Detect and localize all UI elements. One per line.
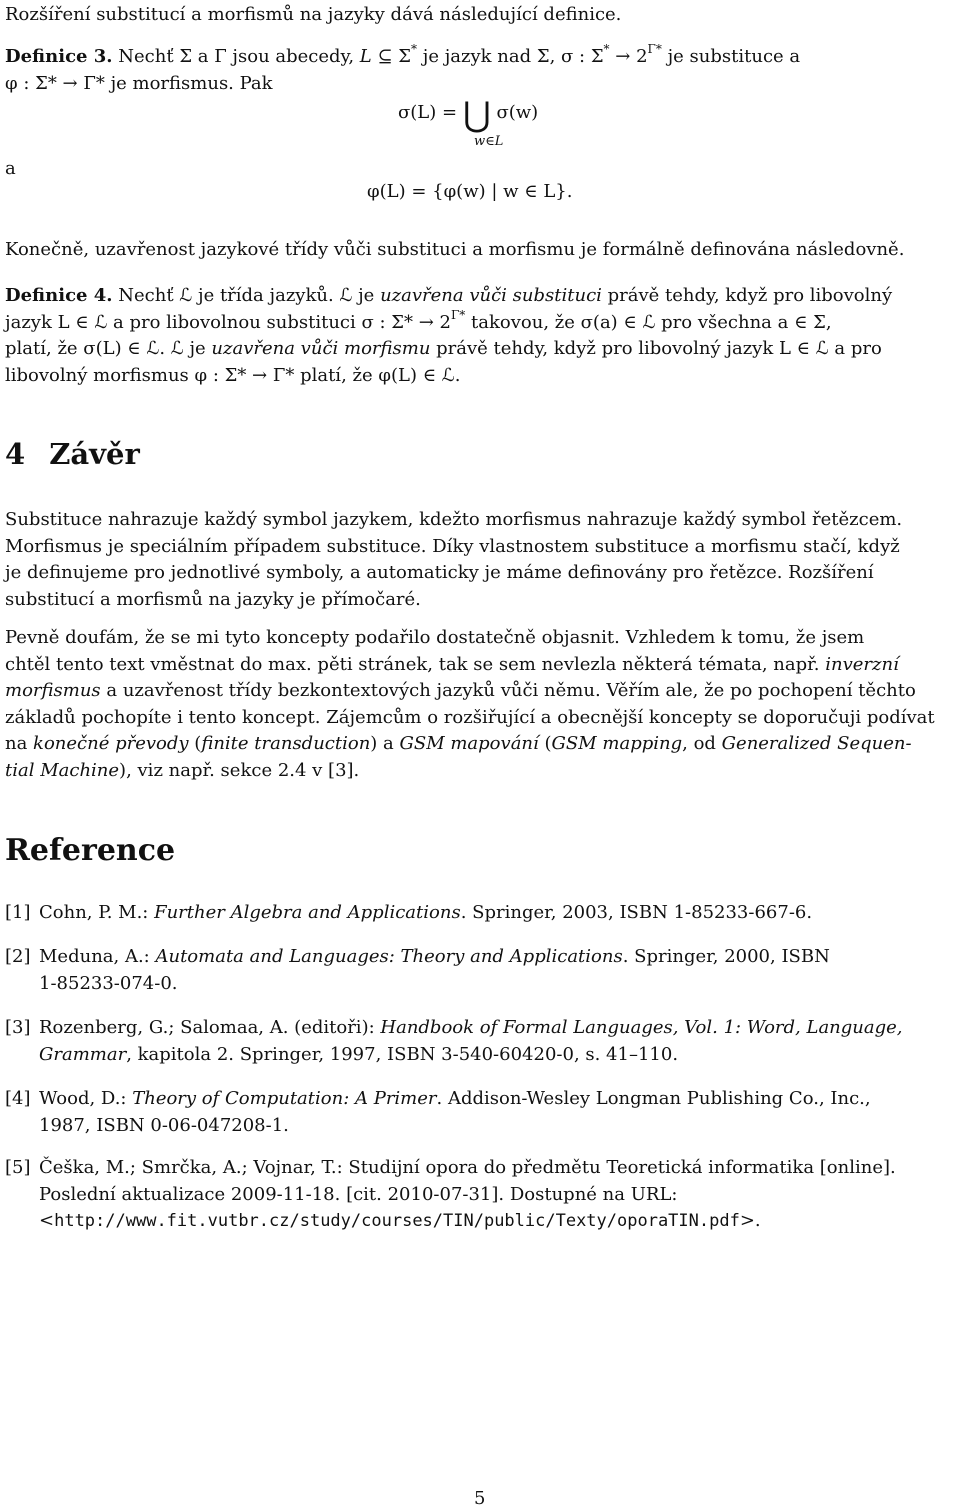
reference-item-3: [3] Rozenberg, G.; Salomaa, A. (editoři): Handbook of Formal Languages, Vol. 1: Word, Language, Grammar, kapitola 2. Springer, 1997, ISBN 3-540-60420-0, s. 41–110.: [5, 1017, 903, 1065]
page-number: 5: [474, 1488, 486, 1509]
definition-4: Definice 4. Nechť ℒ je třída jazyků. ℒ je uzavřena vůči substituci právě tehdy, když pro libovolný jazyk L ∈ ℒ a pro libovolnou substituci σ : $\Sigma* \to 2^{\Gamma*}$ takovou, že σ(a) ∈ ℒ pro všechna a ∈ Σ, platí, že σ(L) ∈ ℒ. ℒ je uzavřena vůči morfismu právě tehdy, když pro libovolný jazyk L ∈ ℒ a pro libovolný morfismus φ : Σ* → Γ* platí, že φ(L) ∈ ℒ.: [5, 285, 893, 386]
section-heading: [5, 437, 140, 471]
definition-3-text-a: Nechť Σ a Γ jsou abecedy,: [118, 46, 360, 67]
references-heading: Reference: [5, 833, 176, 868]
bigcup-symbol: ⋃: [462, 95, 491, 135]
equation-phi-L: φ(L) = {φ(w) | w ∈ L}.: [367, 181, 573, 202]
reference-item-2: [2] Meduna, A.: Automata and Languages: Theory and Applications. Springer, 2000, ISBN 1-85233-074-0.: [5, 946, 830, 994]
reference-item-4: [4] Wood, D.: Theory of Computation: A Primer. Addison-Wesley Longman Publishing Co., Inc., 1987, ISBN 0-06-047208-1.: [5, 1088, 871, 1136]
definition-3: Definice 3. Nechť Σ a Γ jsou abecedy, L ⊆ Σ* je jazyk nad Σ, σ : $\Sigma^* \to 2^{\Gamma*}$ je substituce a φ : Σ* → Γ* je morfismus. Pak: [5, 44, 957, 97]
definition-3-line-2: φ : Σ* → Γ* je morfismus. Pak: [5, 72, 273, 94]
definition-4-label: Definice 4.: [5, 285, 113, 306]
equation-subscript: w∈L: [474, 134, 504, 149]
intro-paragraph: [5, 2, 957, 29]
conclusion-paragraph-1: Substituce nahrazuje každý symbol jazykem, kdežto morfismus nahrazuje každý symbol řetězcem. Morfismus je speciálním případem substituce. Díky vlastnostem substituce a morfismu stačí, když je definujeme pro jednotlivé symboly, a automaticky je máme definovány pro řetězce. Rozšíření substitucí a morfismů na jazyky je přímočaré.: [5, 509, 903, 610]
math-L: L: [359, 46, 372, 67]
reference-url-link[interactable]: http://www.fit.vutbr.cz/study/courses/TIN/public/Texty/oporaTIN.pdf: [54, 1211, 740, 1231]
section-number: 4: [5, 437, 26, 471]
equation-sigma-L: σ(L) = ⋃ σ(w): [398, 95, 539, 135]
paragraph-konecne: Konečně, uzavřenost jazykové třídy vůči substituci a morfismu je formálně definována následovně.: [5, 239, 905, 260]
conjunction-a: a: [5, 158, 16, 179]
subseteq-symbol: ⊆: [377, 46, 393, 67]
intro-text: Rozšíření substitucí a morfismů na jazyky dává následující definice.: [5, 4, 622, 25]
definition-3-label: Definice 3.: [5, 46, 113, 67]
reference-item-1: [1] Cohn, P. M.: Further Algebra and Applications. Springer, 2003, ISBN 1-85233-667-6.: [5, 902, 813, 923]
reference-item-5: [5] Češka, M.; Smrčka, A.; Vojnar, T.: Studijní opora do předmětu Teoretická informatika [online]. Poslední aktualizace 2009-11-18. [cit. 2010-07-31]. Dostupné na URL: <http://www.fit.vutbr.cz/study/courses/TIN/public/Texty/oporaTIN.pdf>.: [5, 1157, 896, 1231]
conclusion-paragraph-2: Pevně doufám, že se mi tyto koncepty podařilo dostatečně objasnit. Vzhledem k tomu, že jsem chtěl tento text vměstnat do max. pěti stránek, tak se sem nevlezla některá témata, např. inverzní morfismus a uzavřenost třídy bezkontextových jazyků vůči němu. Věřím ale, že po pochopení těchto základů pochopíte i tento koncept. Zájemcům o rozšiřující a obecnější koncepty se doporučuji podívat na konečné převody (finite transduction) a GSM mapování (GSM mapping, od Generalized Sequen- tial Machine), viz např. sekce 2.4 v [3].: [5, 627, 935, 781]
section-title: Závěr: [49, 437, 140, 471]
